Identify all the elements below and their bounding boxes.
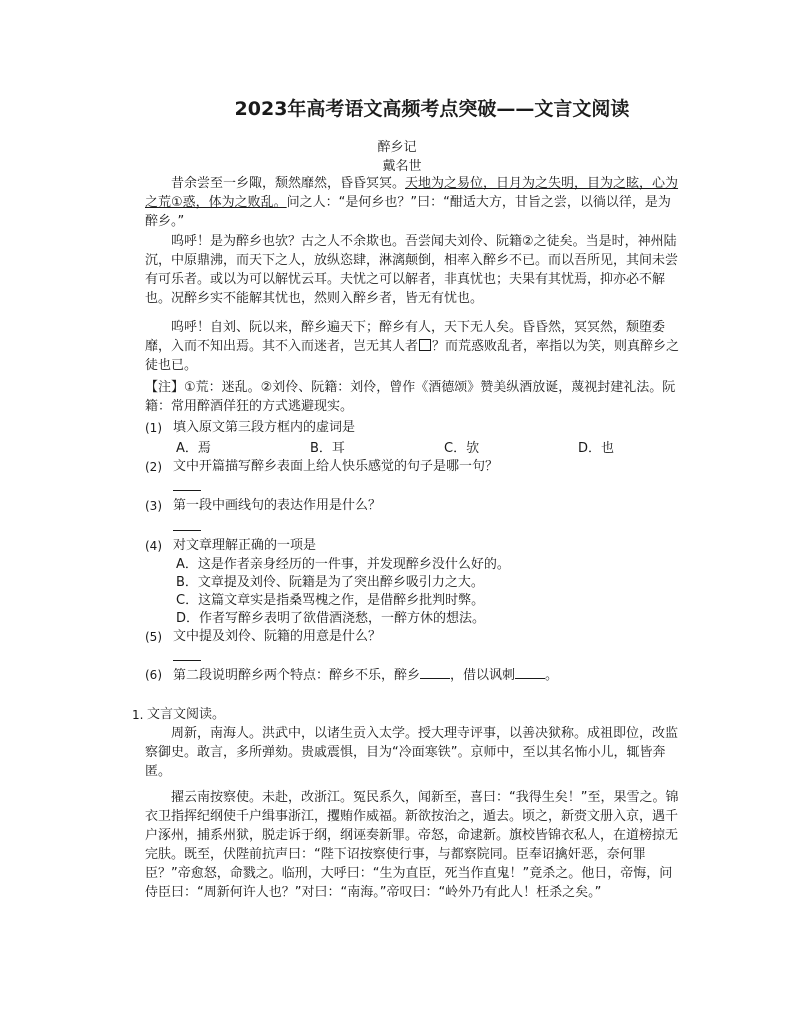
underlined-sentence-continued: 心为之荒①惑，体为之败乱。	[145, 176, 679, 210]
paragraph-text: 呜呼！自刘、阮以来，醉乡遍天下；醉乡有人，天下无人矣。昏昏然，冥冥然，颓堕委靡，入而不知出焉。其不入而迷者，岂无其人者	[145, 320, 666, 354]
question-number: (3)	[145, 499, 162, 513]
option-c: C．欤	[444, 441, 480, 456]
paragraph-text: ？而荒惑败乱者，率指以为笑，则真醉乡之徒也已。	[145, 339, 680, 373]
option-a: A．这是作者亲身经历的一件事，并发现醉乡没什么好的。	[176, 557, 510, 572]
passage-2-paragraph-2: 擢云南按察使。未赴，改浙江。冤民系久，闻新至，喜曰：“我得生矣！”至，果雪之。锦衣卫指挥纪纲使千户缉事浙江，攫贿作威福。新欲按治之，遁去。顷之，新赍文册入京，遇千户涿州，捕系州狱，脱走诉于纲，纲诬奏新罪。帝怒，命逮新。旗校皆锦衣私人，在道榜掠无完肤。既至，伏陛前抗声曰：“陛下诏按察使行事，与都察院同。臣奉诏擒奸恶，奈何罪臣？”帝愈怒，命戮之。临刑，大呼曰：“生为直臣，死当作直鬼！”竟杀之。他日，帝悔，问侍臣曰：“周新何许人也？”对曰：“南海。”帝叹曰：“岭外乃有此人！枉杀之矣。”	[145, 790, 679, 900]
document-title: 2023年高考语文高频考点突破——文言文阅读	[234, 98, 630, 120]
question-text	[173, 666, 558, 685]
question-text: 文中提及刘伶、阮籍的用意是什么？	[173, 629, 382, 644]
answer-blank[interactable]	[515, 666, 545, 679]
option-b: B．耳	[310, 441, 345, 456]
question-text-part: 第二段说明醉乡两个特点：醉乡不乐，醉乡	[173, 668, 421, 683]
question-text-part: ，借以讽刺	[450, 668, 516, 683]
passage-paragraph-2: 呜呼！是为醉乡也欤？古之人不余欺也。吾尝闻夫刘伶、阮籍②之徒矣。当是时，神州陆沉，中原鼎沸，而天下之人，放纵恣肆，淋漓颠倒，相率入醉乡不已。而以吾所见，其间未尝有可乐者。或以为可以解忧云耳。夫忧之可以解者，非真忧也；夫果有其忧焉，抑亦必不解也。况醉乡实不能解其忧也，然则入醉乡者，皆无有忧也。	[145, 234, 679, 306]
passage-author: 戴名世	[382, 159, 422, 174]
option-b: B．文章提及刘伶、阮籍是为了突出醉乡吸引力之大。	[176, 575, 484, 590]
answer-blank[interactable]	[173, 530, 201, 531]
passage-title: 醉乡记	[377, 140, 417, 155]
option-d: D．也	[578, 441, 615, 456]
answer-blank[interactable]	[173, 490, 201, 491]
answer-blank[interactable]	[173, 660, 201, 661]
paragraph-text: 昔余尝至一乡陬，颓然靡然，昏昏冥冥。	[171, 176, 406, 191]
question-text: 文中开篇描写醉乡表面上给人快乐感觉的句子是哪一句？	[173, 459, 499, 474]
paragraph-text: 问之人：“是何乡也？”曰：“酣适大方，甘旨之尝，以徜以徉，是为醉乡。”	[145, 195, 671, 229]
passage-paragraph-1	[145, 174, 680, 231]
question-text: 填入原文第三段方框内的虚词是	[173, 420, 356, 435]
section-heading: 文言文阅读。	[147, 707, 226, 722]
question-number: (5)	[145, 630, 162, 644]
question-text: 对文章理解正确的一项是	[173, 538, 317, 553]
option-c: C．这篇文章实是指桑骂槐之作，是借醉乡批判时弊。	[176, 593, 485, 608]
question-number: (1)	[145, 421, 162, 435]
question-text-part: 。	[545, 668, 559, 683]
passage-2-paragraph-1: 周新，南海人。洪武中，以诸生贡入太学。授大理寺评事，以善决狱称。成祖即位，改监察御史。敢言，多所弹劾。贵戚震惧，目为“冷面寒铁”。京师中，至以其名怖小儿，辄皆奔匿。	[145, 726, 679, 779]
item-number: 1.	[132, 708, 144, 722]
question-text: 第一段中画线句的表达作用是什么？	[173, 498, 382, 513]
blank-box	[419, 339, 431, 351]
question-number: (2)	[145, 460, 162, 474]
option-a: A．焉	[176, 441, 211, 456]
underlined-sentence: 天地为之易位，日月为之失明，目为之眩，	[405, 176, 653, 191]
answer-blank[interactable]	[420, 666, 450, 679]
option-d: D．作者写醉乡表明了欲借酒浇愁，一醉方休的想法。	[176, 611, 486, 626]
question-number: (6)	[145, 668, 162, 682]
question-number: (4)	[145, 539, 162, 553]
annotation-note: 【注】①荒：迷乱。②刘伶、阮籍：刘伶，曾作《酒德颂》赞美纵酒放诞，蔑视封建礼法。阮籍：常用醉酒佯狂的方式逃避现实。	[145, 380, 676, 414]
passage-paragraph-3	[145, 318, 680, 375]
